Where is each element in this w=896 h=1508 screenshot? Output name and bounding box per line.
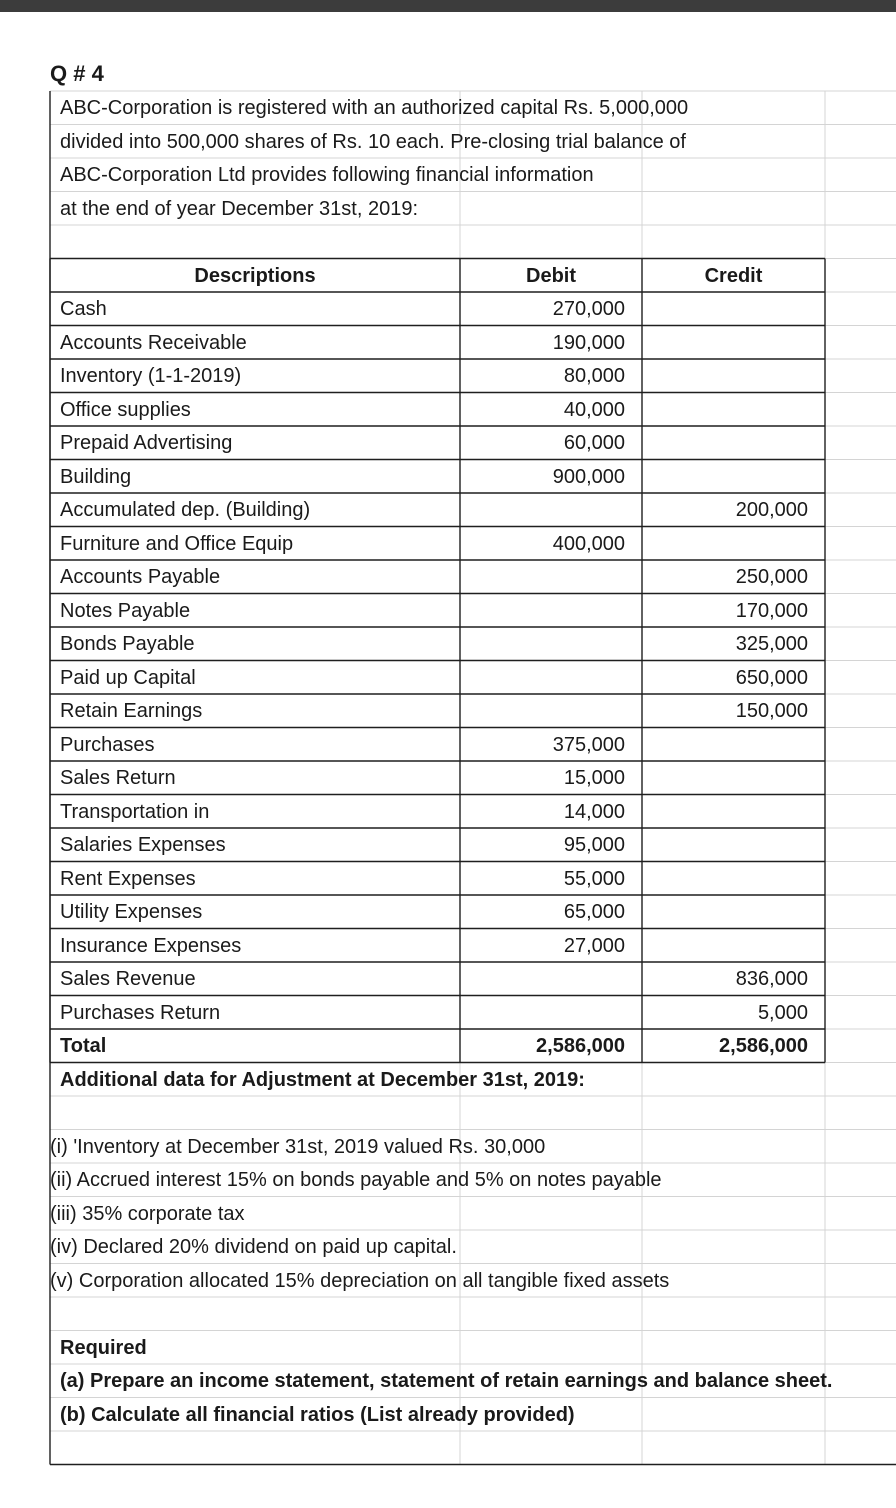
row-credit: 250,000 bbox=[735, 566, 808, 588]
header-descriptions: Descriptions bbox=[194, 264, 316, 287]
row-description: Sales Return bbox=[60, 767, 176, 789]
row-description: Purchases bbox=[60, 733, 155, 756]
row-debit: 40,000 bbox=[563, 398, 625, 421]
row-debit: 270,000 bbox=[552, 298, 625, 320]
row-description: Bonds Payable bbox=[60, 633, 195, 655]
row-credit: 170,000 bbox=[735, 599, 808, 622]
total-credit: 2,586,000 bbox=[719, 1035, 808, 1057]
row-description: Accumulated dep. (Building) bbox=[60, 499, 311, 521]
row-description: Notes Payable bbox=[60, 599, 191, 622]
row-debit: 60,000 bbox=[563, 432, 625, 454]
adjustment-item: (iv) Declared 20% dividend on paid up capital. bbox=[50, 1236, 457, 1258]
adjustments-heading: Additional data for Adjustment at December 31st, 2019: bbox=[60, 1068, 585, 1091]
row-description: Cash bbox=[60, 298, 107, 320]
row-description: Rent Expenses bbox=[60, 867, 196, 890]
row-debit: 80,000 bbox=[563, 365, 625, 387]
adjustment-item: (ii) Accrued interest 15% on bonds payable and 5% on notes payable bbox=[50, 1169, 662, 1191]
row-description: Building bbox=[60, 465, 132, 488]
adjustment-item: (iii) 35% corporate tax bbox=[50, 1202, 245, 1225]
row-debit: 900,000 bbox=[552, 465, 625, 488]
row-debit: 190,000 bbox=[552, 331, 625, 354]
row-debit: 65,000 bbox=[563, 901, 625, 923]
row-credit: 150,000 bbox=[735, 700, 808, 722]
row-debit: 400,000 bbox=[552, 532, 625, 555]
row-description: Office supplies bbox=[60, 398, 191, 421]
row-description: Prepaid Advertising bbox=[60, 432, 233, 454]
row-debit: 14,000 bbox=[563, 800, 625, 823]
row-description: Purchases Return bbox=[60, 1001, 221, 1024]
row-debit: 55,000 bbox=[563, 867, 625, 890]
intro-line: at the end of year December 31st, 2019: bbox=[60, 197, 418, 220]
question-title: Q # 4 bbox=[50, 61, 104, 86]
intro-line: ABC-Corporation Ltd provides following financial information bbox=[60, 164, 594, 186]
header-credit: Credit bbox=[704, 264, 763, 287]
row-credit: 200,000 bbox=[735, 499, 808, 521]
row-credit: 5,000 bbox=[757, 1001, 808, 1024]
header-debit: Debit bbox=[526, 264, 576, 287]
row-description: Paid up Capital bbox=[60, 666, 196, 689]
row-description: Salaries Expenses bbox=[60, 834, 226, 856]
row-description: Insurance Expenses bbox=[60, 934, 242, 957]
row-description: Transportation in bbox=[60, 800, 210, 823]
required-item: (a) Prepare an income statement, statement of retain earnings and balance sheet. bbox=[60, 1370, 833, 1392]
row-debit: 95,000 bbox=[563, 834, 625, 856]
row-credit: 836,000 bbox=[735, 968, 808, 990]
row-description: Retain Earnings bbox=[60, 700, 203, 722]
row-description: Accounts Payable bbox=[60, 566, 221, 588]
row-description: Inventory (1-1-2019) bbox=[60, 365, 242, 387]
required-item: (b) Calculate all financial ratios (List already provided) bbox=[60, 1403, 575, 1426]
row-debit: 15,000 bbox=[563, 767, 625, 789]
required-heading: Required bbox=[60, 1336, 147, 1359]
intro-line: ABC-Corporation is registered with an authorized capital Rs. 5,000,000 bbox=[60, 97, 689, 119]
row-credit: 325,000 bbox=[735, 633, 808, 655]
row-credit: 650,000 bbox=[735, 666, 808, 689]
row-debit: 375,000 bbox=[552, 733, 625, 756]
intro-line: divided into 500,000 shares of Rs. 10 each. Pre-closing trial balance of bbox=[60, 130, 686, 153]
row-description: Sales Revenue bbox=[60, 968, 196, 990]
row-debit: 27,000 bbox=[563, 934, 625, 957]
total-label: Total bbox=[60, 1035, 107, 1057]
adjustment-item: (i) 'Inventory at December 31st, 2019 valued Rs. 30,000 bbox=[50, 1135, 546, 1158]
row-description: Furniture and Office Equip bbox=[60, 532, 294, 555]
row-description: Accounts Receivable bbox=[60, 331, 247, 354]
adjustment-item: (v) Corporation allocated 15% depreciation on all tangible fixed assets bbox=[50, 1269, 670, 1292]
total-debit: 2,586,000 bbox=[536, 1035, 625, 1057]
row-description: Utility Expenses bbox=[60, 901, 203, 923]
